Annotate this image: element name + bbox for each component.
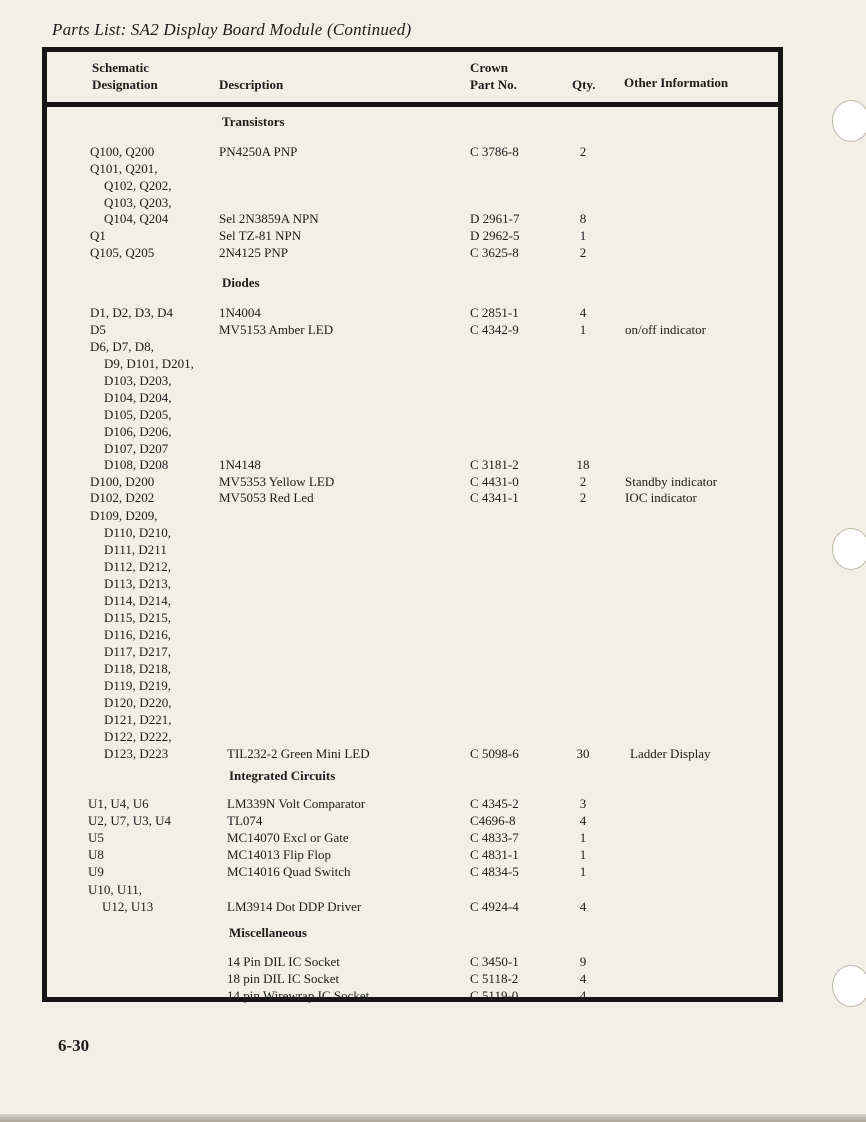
qty-cell: 4	[579, 305, 587, 320]
part-number-cell: C 3625-8	[470, 245, 519, 260]
binder-hole	[832, 100, 866, 142]
binder-hole	[832, 528, 866, 570]
designation-cell: U10, U11,	[88, 882, 143, 897]
designation-cell: Q103, Q203,	[104, 195, 172, 210]
designation-cell: D119, D219,	[104, 678, 172, 693]
designation-cell: D107, D207	[104, 441, 169, 456]
part-number-cell: C4696-8	[470, 813, 516, 828]
qty-cell: 30	[576, 746, 590, 761]
description-cell: LM3914 Dot DDP Driver	[227, 899, 362, 914]
part-number-cell: C 4831-1	[470, 847, 519, 862]
header-crown-line: Crown	[470, 60, 509, 75]
designation-cell: D111, D211	[104, 542, 167, 557]
description-cell: MC14070 Excl or Gate	[227, 830, 349, 845]
description-cell: MV5053 Red Led	[219, 490, 314, 505]
header-partno-line: Part No.	[470, 77, 517, 92]
qty-cell: 2	[579, 245, 587, 260]
description-cell: PN4250A PNP	[219, 144, 298, 159]
qty-cell: 2	[579, 490, 587, 505]
description-cell: 1N4148	[219, 457, 261, 472]
part-number-cell: C 5118-2	[470, 971, 519, 986]
designation-cell: D5	[90, 322, 106, 337]
qty-cell: 4	[579, 971, 587, 986]
qty-cell: 1	[579, 864, 587, 879]
qty-cell: 9	[579, 954, 587, 969]
designation-cell: D123, D223	[104, 746, 169, 761]
part-number-cell: C 4431-0	[470, 474, 519, 489]
page-title: Parts List: SA2 Display Board Module (Continued)	[52, 20, 412, 39]
qty-cell: 4	[579, 813, 587, 828]
description-cell: 14 Pin DIL IC Socket	[227, 954, 340, 969]
description-cell: 2N4125 PNP	[219, 245, 288, 260]
description-cell: TIL232-2 Green Mini LED	[227, 746, 370, 761]
description-cell: MC14016 Quad Switch	[227, 864, 351, 879]
qty-cell: 1	[579, 322, 587, 337]
designation-cell: D113, D213,	[104, 576, 172, 591]
description-cell: Sel TZ-81 NPN	[219, 228, 302, 243]
qty-cell: 2	[579, 144, 587, 159]
designation-cell: D109, D209,	[90, 508, 158, 523]
designation-cell: D104, D204,	[104, 390, 172, 405]
description-cell: LM339N Volt Comparator	[227, 796, 366, 811]
designation-cell: D103, D203,	[104, 373, 172, 388]
designation-cell: D106, D206,	[104, 424, 172, 439]
designation-cell: U1, U4, U6	[88, 796, 149, 811]
designation-cell: U8	[88, 847, 104, 862]
part-number-cell: C 4341-1	[470, 490, 519, 505]
qty-cell: 1	[579, 847, 587, 862]
designation-cell: U12, U13	[102, 899, 154, 914]
designation-cell: Q100, Q200	[90, 144, 155, 159]
description-cell: MC14013 Flip Flop	[227, 847, 332, 862]
designation-cell: D116, D216,	[104, 627, 172, 642]
designation-cell: D108, D208	[104, 457, 169, 472]
description-cell: 18 pin DIL IC Socket	[227, 971, 340, 986]
designation-cell: D118, D218,	[104, 661, 172, 676]
description-cell: 1N4004	[219, 305, 261, 320]
designation-cell: Q101, Q201,	[90, 161, 158, 176]
qty-cell: 1	[579, 228, 587, 243]
designation-cell: Q102, Q202,	[104, 178, 172, 193]
part-number-cell: C 5119-0	[470, 988, 519, 1003]
part-number-cell: C 4345-2	[470, 796, 519, 811]
qty-cell: 4	[579, 899, 587, 914]
section-diodes: Diodes	[222, 275, 260, 290]
header-designation-line: Designation	[92, 77, 158, 92]
designation-cell: Q104, Q204	[104, 211, 169, 226]
designation-cell: D102, D202	[90, 490, 155, 505]
designation-cell: U2, U7, U3, U4	[88, 813, 172, 828]
designation-cell: D9, D101, D201,	[104, 356, 194, 371]
qty-cell: 1	[579, 830, 587, 845]
qty-cell: 8	[579, 211, 587, 226]
designation-cell: Q105, Q205	[90, 245, 155, 260]
header-qty: Qty.	[572, 77, 596, 92]
designation-cell: U9	[88, 864, 104, 879]
designation-cell: D100, D200	[90, 474, 155, 489]
part-number-cell: C 5098-6	[470, 746, 519, 761]
designation-cell: D105, D205,	[104, 407, 172, 422]
part-number-cell: C 2851-1	[470, 305, 519, 320]
designation-cell: D112, D212,	[104, 559, 172, 574]
header-description: Description	[219, 77, 284, 92]
page-edge	[0, 1114, 866, 1122]
description-cell: Sel 2N3859A NPN	[219, 211, 319, 226]
other-info-cell: Standby indicator	[625, 474, 718, 489]
part-number-cell: C 4342-9	[470, 322, 519, 337]
section-miscellaneous: Miscellaneous	[229, 925, 307, 940]
part-number-cell: D 2961-7	[470, 211, 520, 226]
part-number-cell: C 4924-4	[470, 899, 519, 914]
part-number-cell: C 3786-8	[470, 144, 519, 159]
designation-cell: D115, D215,	[104, 610, 172, 625]
qty-cell: 18	[576, 457, 590, 472]
table-body	[47, 52, 778, 1003]
description-cell: 14 pin Wirewrap IC Socket	[227, 988, 370, 1003]
qty-cell: 3	[579, 796, 587, 811]
designation-cell: U5	[88, 830, 104, 845]
parts-table	[42, 47, 783, 1002]
section-transistors: Transistors	[222, 114, 285, 129]
qty-cell: 2	[579, 474, 587, 489]
part-number-cell: C 4834-5	[470, 864, 519, 879]
description-cell: TL074	[227, 813, 263, 828]
header-schematic-line: Schematic	[92, 60, 150, 75]
description-cell: MV5353 Yellow LED	[219, 474, 335, 489]
designation-cell: D1, D2, D3, D4	[90, 305, 174, 320]
designation-cell: D120, D220,	[104, 695, 172, 710]
section-integrated-circuits: Integrated Circuits	[229, 768, 336, 783]
qty-cell: 4	[579, 988, 587, 1003]
other-info-cell: on/off indicator	[625, 322, 706, 337]
other-info-cell: IOC indicator	[625, 490, 697, 505]
binder-hole	[832, 965, 866, 1007]
designation-cell: D121, D221,	[104, 712, 172, 727]
designation-cell: D122, D222,	[104, 729, 172, 744]
part-number-cell: C 3181-2	[470, 457, 519, 472]
designation-cell: D114, D214,	[104, 593, 172, 608]
designation-cell: Q1	[90, 228, 106, 243]
part-number-cell: C 3450-1	[470, 954, 519, 969]
other-info-cell: Ladder Display	[630, 746, 711, 761]
page-number: 6-30	[58, 1036, 90, 1055]
designation-cell: D110, D210,	[104, 525, 172, 540]
header-other-info: Other Information	[624, 75, 729, 90]
part-number-cell: D 2962-5	[470, 228, 520, 243]
description-cell: MV5153 Amber LED	[219, 322, 334, 337]
part-number-cell: C 4833-7	[470, 830, 519, 845]
designation-cell: D6, D7, D8,	[90, 339, 154, 354]
designation-cell: D117, D217,	[104, 644, 172, 659]
